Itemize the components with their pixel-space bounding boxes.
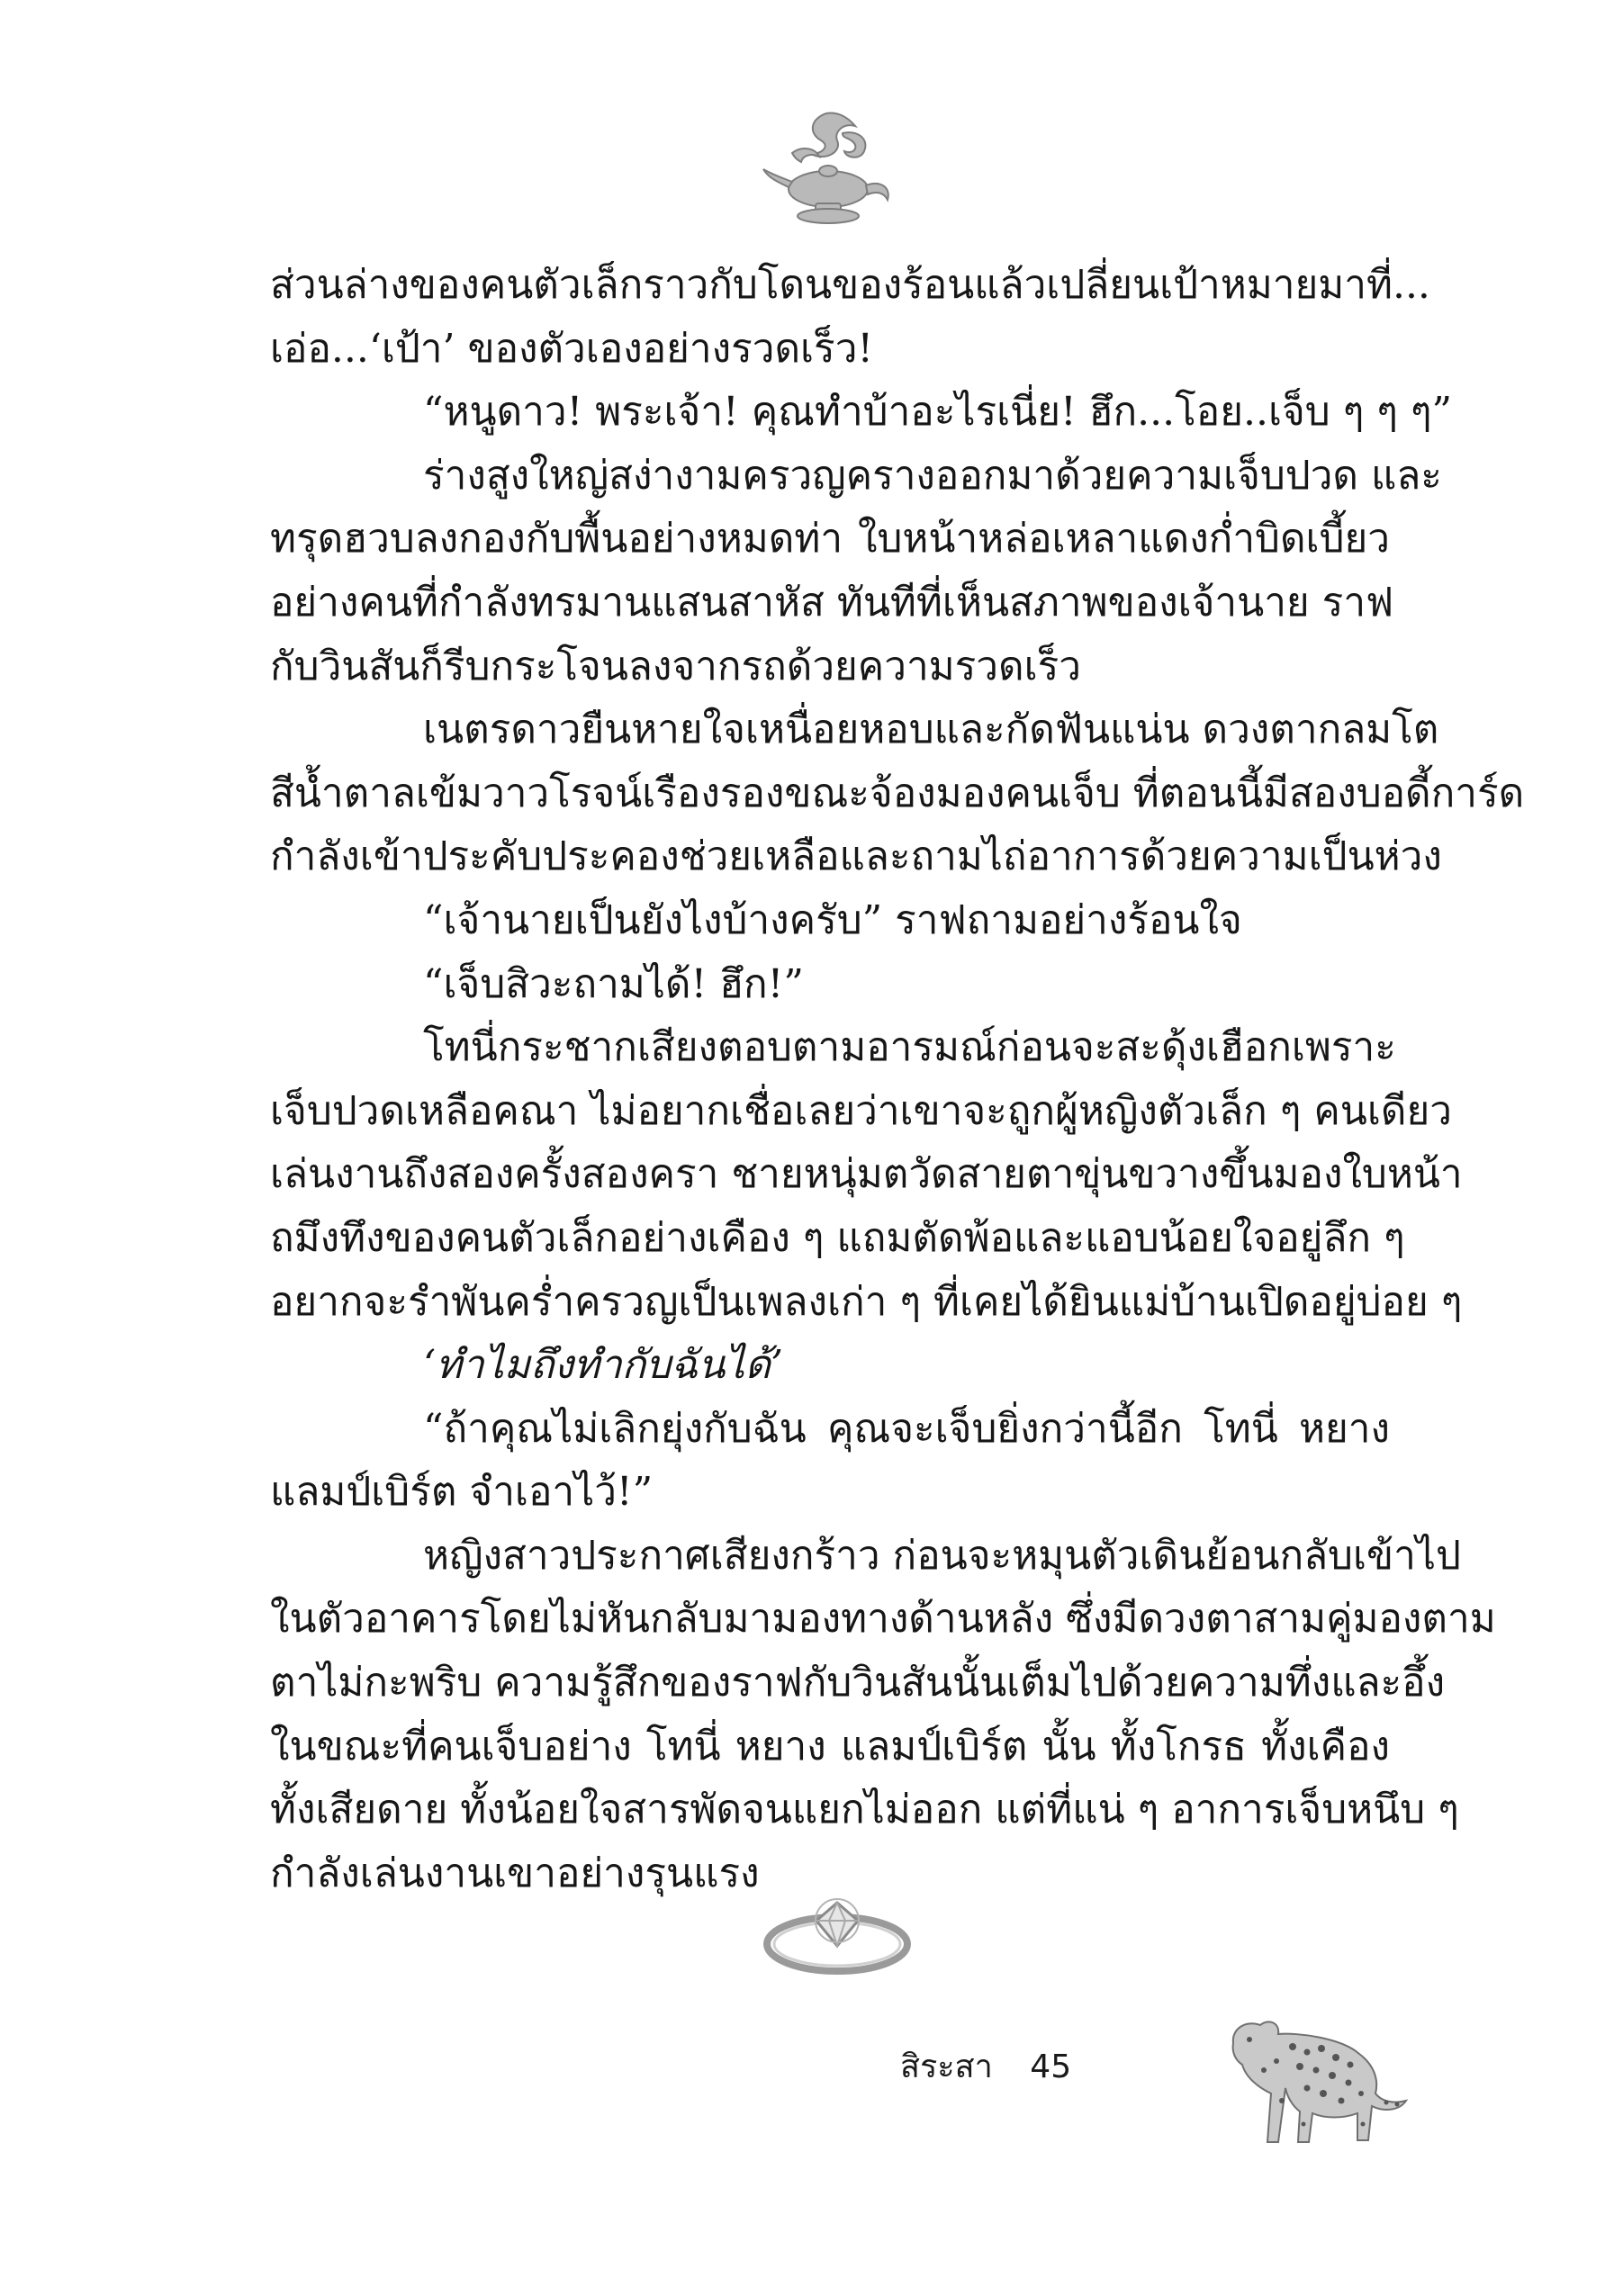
paragraph-start: โทนี่กระชากเสียงตอบตามอารมณ์ก่อนจะสะดุ้งเฮือกเพราะ [423, 1024, 1396, 1071]
magic-lamp-icon [756, 106, 900, 232]
paragraph-start: หญิงสาวประกาศเสียงกร้าว ก่อนจะหมุนตัวเดินย้อนกลับเข้าไป [423, 1532, 1461, 1579]
leopard-icon [1206, 2007, 1413, 2151]
thought-line: ‘ทำไมถึงทำกับฉันได้’ [423, 1342, 783, 1389]
story-text [270, 254, 1525, 1905]
text-line: สีน้ำตาลเข้มวาวโรจน์เรืองรองขณะจ้องมองคนเจ็บ ที่ตอนนี้มีสองบอดี้การ์ด [270, 770, 1525, 816]
page-number: 45 [1030, 2048, 1072, 2085]
text-line: เล่นงานถึงสองครั้งสองครา ชายหนุ่มตวัดสายตาขุ่นขวางขึ้นมองใบหน้า [270, 1151, 1463, 1198]
text-line: ในขณะที่คนเจ็บอย่าง โทนี่ หยาง แลมป์เบิร์ต นั้น ทั้งโกรธ ทั้งเคือง [270, 1723, 1390, 1769]
page-footer [900, 2036, 1071, 2099]
text-line: ในตัวอาคารโดยไม่หันกลับมามองทางด้านหลัง ซึ่งมีดวงตาสามคู่มองตาม [270, 1596, 1496, 1643]
text-line: กับวินสันก็รีบกระโจนลงจากรถด้วยความรวดเร็ว [270, 643, 1081, 689]
dialogue-line: “หนูดาว! พระเจ้า! คุณทำบ้าอะไรเนี่ย! ฮึก...โอย..เจ็บ ๆ ๆ ๆ” [423, 389, 1453, 436]
dialogue-line: “ถ้าคุณไม่เลิกยุ่งกับฉัน คุณจะเจ็บยิ่งกว่านี้อีก โทนี่ หยาง [423, 1405, 1390, 1452]
text-line: เจ็บปวดเหลือคณา ไม่อยากเชื่อเลยว่าเขาจะถูกผู้หญิงตัวเล็ก ๆ คนเดียว [270, 1087, 1452, 1134]
book-title: สิระสา [900, 2048, 993, 2085]
text-line: ตาไม่กะพริบ ความรู้สึกของราฟกับวินสันนั้นเต็มไปด้วยความทึ่งและอึ้ง [270, 1660, 1446, 1706]
text-line: อย่างคนที่กำลังทรมานแสนสาหัส ทันทีที่เห็นสภาพของเจ้านาย ราฟ [270, 579, 1394, 626]
text-line: ส่วนล่างของคนตัวเล็กราวกับโดนของร้อนแล้วเปลี่ยนเป้าหมายมาที่... [270, 262, 1430, 308]
text-line: แลมป์เบิร์ต จำเอาไว้!” [270, 1469, 654, 1516]
text-line: ถมึงทึงของคนตัวเล็กอย่างเคือง ๆ แถมตัดพ้อและแอบน้อยใจอยู่ลึก ๆ [270, 1214, 1405, 1261]
text-line: ทั้งเสียดาย ทั้งน้อยใจสารพัดจนแยกไม่ออก แต่ที่แน่ ๆ อาการเจ็บหนึบ ๆ [270, 1787, 1459, 1833]
text-line: อยากจะรำพันคร่ำครวญเป็นเพลงเก่า ๆ ที่เคยได้ยินแม่บ้านเปิดอยู่บ่อย ๆ [270, 1278, 1463, 1325]
dialogue-line: “เจ็บสิวะถามได้! ฮึก!” [423, 960, 804, 1007]
dialogue-line: “เจ้านายเป็นยังไงบ้างครับ” ราฟถามอย่างร้อนใจ [423, 896, 1242, 943]
text-line: ทรุดฮวบลงกองกับพื้นอย่างหมดท่า ใบหน้าหล่อเหลาแดงก่ำบิดเบี้ยว [270, 516, 1390, 563]
text-line: กำลังเข้าประคับประคองช่วยเหลือและถามไถ่อาการด้วยความเป็นห่วง [270, 833, 1442, 880]
diamond-ring-icon [761, 1890, 914, 1985]
text-line: กำลังเล่นงานเขาอย่างรุนแรง [270, 1850, 760, 1896]
paragraph-start: ร่างสูงใหญ่สง่างามครวญครางออกมาด้วยความเจ็บปวด และ [423, 452, 1442, 499]
text-line: เอ่อ...‘เป้า’ ของตัวเองอย่างรวดเร็ว! [270, 325, 874, 372]
paragraph-start: เนตรดาวยืนหายใจเหนื่อยหอบและกัดฟันแน่น ดวงตากลมโต [423, 707, 1439, 753]
